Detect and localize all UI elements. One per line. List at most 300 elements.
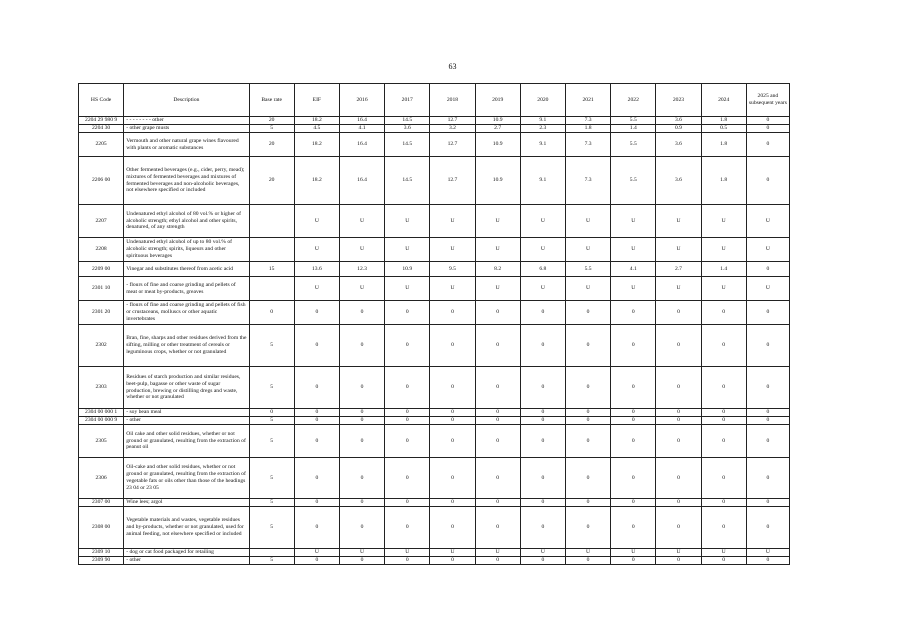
rate-cell	[249, 238, 294, 262]
rate-cell: 0	[611, 557, 656, 565]
rate-cell: U	[611, 549, 656, 557]
hs-code-cell: 2304 00 000 9	[79, 417, 124, 425]
rate-cell: 16.4	[339, 117, 384, 125]
rate-cell: 0	[294, 557, 339, 565]
rate-cell: 0	[385, 507, 430, 549]
table-row	[79, 238, 790, 262]
column-header: 2025 and subsequent years	[746, 84, 789, 117]
rate-cell: 0.5	[701, 125, 746, 133]
rate-cell: 10.9	[475, 117, 520, 125]
column-header: 2024	[701, 84, 746, 117]
rate-cell: 4.1	[339, 125, 384, 133]
rate-cell: 0	[611, 325, 656, 367]
rate-cell: 0	[656, 325, 701, 367]
rate-cell	[249, 549, 294, 557]
rate-cell: U	[746, 238, 789, 262]
rate-cell: 18.2	[294, 117, 339, 125]
rate-cell: 7.3	[565, 133, 610, 157]
rate-cell: 0	[746, 262, 789, 277]
rate-cell: U	[701, 205, 746, 238]
rate-cell: 0	[475, 409, 520, 417]
rate-cell: 10.9	[475, 133, 520, 157]
rate-cell: 0	[746, 458, 789, 499]
rate-cell: U	[385, 238, 430, 262]
rate-cell: 0	[565, 409, 610, 417]
rate-cell: 0	[656, 425, 701, 458]
rate-cell: U	[385, 277, 430, 301]
rate-cell: 0	[611, 507, 656, 549]
rate-cell: 18.2	[294, 133, 339, 157]
rate-cell: 3.6	[656, 117, 701, 125]
rate-cell: 5	[249, 125, 294, 133]
rate-cell: 1.8	[701, 157, 746, 205]
rate-cell: 0	[701, 458, 746, 499]
table-row	[79, 205, 790, 238]
rate-cell: 0	[565, 507, 610, 549]
rate-cell: 12.7	[430, 117, 475, 125]
rate-cell: U	[565, 238, 610, 262]
rate-cell: 0	[746, 557, 789, 565]
rate-cell: U	[701, 549, 746, 557]
table-row	[79, 425, 790, 458]
rate-cell: U	[520, 205, 565, 238]
rate-cell: 0	[656, 499, 701, 507]
rate-cell: 0	[656, 409, 701, 417]
rate-cell: 15	[249, 262, 294, 277]
rate-cell: U	[565, 205, 610, 238]
rate-cell: U	[339, 549, 384, 557]
rate-cell: U	[475, 238, 520, 262]
rate-cell: 0	[339, 557, 384, 565]
table-row	[79, 557, 790, 565]
description-cell: - other grape musts	[124, 125, 249, 133]
rate-cell: 0	[385, 325, 430, 367]
rate-cell: 3.2	[430, 125, 475, 133]
rate-cell: 14.5	[385, 133, 430, 157]
rate-cell: U	[701, 238, 746, 262]
rate-cell: 0	[294, 325, 339, 367]
rate-cell: 13.6	[294, 262, 339, 277]
rate-cell: 0	[475, 417, 520, 425]
rate-cell: U	[746, 549, 789, 557]
description-cell: - other	[124, 417, 249, 425]
column-header: 2019	[475, 84, 520, 117]
rate-cell: 6.8	[520, 262, 565, 277]
rate-cell: 0	[611, 499, 656, 507]
rate-cell: 0	[656, 367, 701, 409]
description-cell: - flours of fine and coarse grinding and pellets of fish or crustaceans, molluscs or other aquatic invertebrates	[124, 301, 249, 325]
column-header: 2023	[656, 84, 701, 117]
rate-cell: 0	[611, 458, 656, 499]
rate-cell: 0	[746, 409, 789, 417]
rate-cell: U	[611, 277, 656, 301]
rate-cell: 0	[430, 417, 475, 425]
tariff-table	[78, 83, 790, 565]
rate-cell: 18.2	[294, 157, 339, 205]
rate-cell: 1.8	[701, 133, 746, 157]
rate-cell: 0	[701, 557, 746, 565]
table-row	[79, 133, 790, 157]
rate-cell: 0	[746, 367, 789, 409]
rate-cell: 0	[565, 499, 610, 507]
rate-cell: U	[294, 549, 339, 557]
rate-cell: 0	[339, 325, 384, 367]
rate-cell: 0	[746, 301, 789, 325]
rate-cell: 0	[294, 417, 339, 425]
rate-cell: 5	[249, 507, 294, 549]
rate-cell: 0	[701, 325, 746, 367]
rate-cell: U	[339, 205, 384, 238]
table-row	[79, 301, 790, 325]
rate-cell: 0	[746, 117, 789, 125]
rate-cell: 0	[249, 409, 294, 417]
table-row	[79, 157, 790, 205]
description-cell: Residues of starch production and similar residues, beet-pulp, bagasse or other waste of sugar production, brewing or distilling dregs and waste, whether or not granulated	[124, 367, 249, 409]
description-cell: Undenatured ethyl alcohol of up to 80 vol.% of alcoholic strength; spirits, liqueurs and other spirituous beverages	[124, 238, 249, 262]
rate-cell: 0	[520, 499, 565, 507]
description-cell: - - - - - - - - other	[124, 117, 249, 125]
description-cell: - flours of fine and coarse grinding and pellets of meat or meat by-products, greaves	[124, 277, 249, 301]
rate-cell: 0	[339, 409, 384, 417]
rate-cell: U	[520, 238, 565, 262]
rate-cell: 0	[746, 499, 789, 507]
rate-cell: 0	[701, 409, 746, 417]
description-cell: - other	[124, 557, 249, 565]
rate-cell: 0	[475, 499, 520, 507]
table-row	[79, 367, 790, 409]
rate-cell: 10.9	[385, 262, 430, 277]
description-cell: Wine lees; argol	[124, 499, 249, 507]
rate-cell: U	[746, 205, 789, 238]
rate-cell: 0	[385, 499, 430, 507]
rate-cell: 0	[339, 507, 384, 549]
rate-cell: 1.4	[701, 262, 746, 277]
hs-code-cell: 2301 20	[79, 301, 124, 325]
rate-cell: 2.7	[656, 262, 701, 277]
rate-cell: 0	[339, 458, 384, 499]
hs-code-cell: 2208	[79, 238, 124, 262]
rate-cell: 0	[385, 557, 430, 565]
description-cell: Oil-cake and other solid residues, whether or not ground or granulated, resulting from the extraction of vegetable fats or oils other than those of the headings 23 04 or 23 05	[124, 458, 249, 499]
hs-code-cell: 2305	[79, 425, 124, 458]
rate-cell: U	[475, 277, 520, 301]
hs-code-cell: 2309 90	[79, 557, 124, 565]
rate-cell: U	[339, 277, 384, 301]
column-header: HS Code	[79, 84, 124, 117]
rate-cell: U	[746, 277, 789, 301]
table-row	[79, 417, 790, 425]
rate-cell: 0	[565, 458, 610, 499]
description-cell: - dog or cat food packaged for retailing	[124, 549, 249, 557]
rate-cell: 14.5	[385, 117, 430, 125]
table-row	[79, 125, 790, 133]
rate-cell: 0	[475, 507, 520, 549]
rate-cell: 1.8	[565, 125, 610, 133]
rate-cell: 5	[249, 557, 294, 565]
rate-cell: U	[385, 549, 430, 557]
rate-cell: 20	[249, 133, 294, 157]
rate-cell: 0	[565, 557, 610, 565]
rate-cell: 3.6	[656, 157, 701, 205]
rate-cell: U	[520, 277, 565, 301]
rate-cell: 0	[294, 367, 339, 409]
rate-cell: 10.9	[475, 157, 520, 205]
rate-cell: 0	[656, 458, 701, 499]
rate-cell: 0	[430, 507, 475, 549]
rate-cell: U	[475, 205, 520, 238]
rate-cell: 0	[475, 325, 520, 367]
column-header: 2018	[430, 84, 475, 117]
rate-cell: 5.5	[565, 262, 610, 277]
rate-cell: 9.1	[520, 133, 565, 157]
rate-cell: 0	[746, 325, 789, 367]
rate-cell: 0	[746, 157, 789, 205]
hs-code-cell: 2301 10	[79, 277, 124, 301]
rate-cell: U	[475, 549, 520, 557]
rate-cell: 5.5	[611, 133, 656, 157]
page-number: 63	[448, 62, 457, 71]
rate-cell: 5	[249, 367, 294, 409]
description-cell: Other fermented beverages (e.g., cider, perry, mead); mixtures of fermented beverages and mixtures of fermented beverages and non-alcoholic beverages, not elsewhere specified or included	[124, 157, 249, 205]
table-row	[79, 409, 790, 417]
rate-cell: 5	[249, 325, 294, 367]
rate-cell: U	[430, 238, 475, 262]
rate-cell: 0	[475, 557, 520, 565]
description-cell: Vermouth and other natural grape wines flavoured with plants or aromatic substances	[124, 133, 249, 157]
rate-cell: 0	[656, 301, 701, 325]
rate-cell: 0	[385, 417, 430, 425]
rate-cell: 0	[520, 507, 565, 549]
rate-cell: 4.1	[611, 262, 656, 277]
rate-cell: 0	[611, 301, 656, 325]
rate-cell: U	[294, 238, 339, 262]
rate-cell: 0	[611, 367, 656, 409]
rate-cell: 9.1	[520, 157, 565, 205]
rate-cell: 1.4	[611, 125, 656, 133]
rate-cell: 0	[385, 458, 430, 499]
rate-cell: 0	[475, 367, 520, 409]
rate-cell: 0	[249, 301, 294, 325]
column-header: Base rate	[249, 84, 294, 117]
rate-cell: 0	[701, 507, 746, 549]
rate-cell: 0	[339, 499, 384, 507]
table-row	[79, 325, 790, 367]
rate-cell: 2.3	[520, 125, 565, 133]
rate-cell: 0	[520, 367, 565, 409]
rate-cell: 0	[339, 417, 384, 425]
rate-cell: 8.2	[475, 262, 520, 277]
rate-cell: U	[430, 549, 475, 557]
rate-cell: 0	[746, 425, 789, 458]
rate-cell: 0	[430, 367, 475, 409]
rate-cell: 0	[701, 417, 746, 425]
description-cell: Undenatured ethyl alcohol of 80 vol.% or higher of alcoholic strength; ethyl alcohol and other spirits, denatured, of any strength	[124, 205, 249, 238]
rate-cell: 20	[249, 117, 294, 125]
hs-code-cell: 2309 10	[79, 549, 124, 557]
rate-cell: U	[385, 205, 430, 238]
rate-cell: 0	[565, 301, 610, 325]
rate-cell: 16.4	[339, 133, 384, 157]
rate-cell: 1.8	[701, 117, 746, 125]
rate-cell: 0	[701, 499, 746, 507]
hs-code-cell: 2303	[79, 367, 124, 409]
rate-cell: 16.4	[339, 157, 384, 205]
rate-cell: 0	[520, 409, 565, 417]
rate-cell: U	[565, 549, 610, 557]
rate-cell: 0	[430, 499, 475, 507]
description-cell: Vegetable materials and wastes, vegetable residues and by-products, whether or not granulated, used for animal feeding, not elsewhere specified or included	[124, 507, 249, 549]
rate-cell: 0	[475, 425, 520, 458]
rate-cell: 12.7	[430, 157, 475, 205]
column-header: Description	[124, 84, 249, 117]
rate-cell: 0	[520, 301, 565, 325]
rate-cell: 0	[430, 425, 475, 458]
rate-cell: 0	[430, 458, 475, 499]
rate-cell: 0	[294, 499, 339, 507]
rate-cell: 9.1	[520, 117, 565, 125]
column-header: 2021	[565, 84, 610, 117]
table-row	[79, 499, 790, 507]
rate-cell: 0	[385, 367, 430, 409]
rate-cell: 0	[430, 301, 475, 325]
rate-cell: 0	[339, 301, 384, 325]
rate-cell: 7.3	[565, 117, 610, 125]
rate-cell	[249, 205, 294, 238]
rate-cell: 0	[746, 133, 789, 157]
rate-cell: 0	[656, 507, 701, 549]
rate-cell: 0	[746, 125, 789, 133]
rate-cell: U	[294, 205, 339, 238]
hs-code-cell: 2204 30	[79, 125, 124, 133]
rate-cell: 0	[520, 425, 565, 458]
hs-code-cell: 2304 00 000 1	[79, 409, 124, 417]
rate-cell: U	[656, 549, 701, 557]
column-header: 2022	[611, 84, 656, 117]
hs-code-cell: 2307 00	[79, 499, 124, 507]
rate-cell: 0	[565, 325, 610, 367]
rate-cell: 7.3	[565, 157, 610, 205]
column-header: EIF	[294, 84, 339, 117]
rate-cell: 0	[701, 425, 746, 458]
rate-cell: 0	[520, 417, 565, 425]
hs-code-cell: 2306	[79, 458, 124, 499]
hs-code-cell: 2206 00	[79, 157, 124, 205]
rate-cell: 0	[294, 409, 339, 417]
rate-cell: 0	[746, 507, 789, 549]
rate-cell: U	[430, 205, 475, 238]
rate-cell: 0	[294, 458, 339, 499]
rate-cell: 20	[249, 157, 294, 205]
table-row	[79, 277, 790, 301]
rate-cell: 5	[249, 417, 294, 425]
rate-cell: 0	[611, 425, 656, 458]
rate-cell: 0	[385, 409, 430, 417]
hs-code-cell: 2207	[79, 205, 124, 238]
table-row	[79, 507, 790, 549]
hs-code-cell: 2209 00	[79, 262, 124, 277]
rate-cell: 3.6	[385, 125, 430, 133]
hs-code-cell: 2205	[79, 133, 124, 157]
rate-cell: 12.7	[430, 133, 475, 157]
rate-cell: 0	[746, 417, 789, 425]
rate-cell: U	[520, 549, 565, 557]
hs-code-cell: 2308 00	[79, 507, 124, 549]
rate-cell: 0	[611, 417, 656, 425]
rate-cell: 0	[430, 557, 475, 565]
rate-cell: 12.3	[339, 262, 384, 277]
rate-cell: U	[656, 238, 701, 262]
rate-cell: 3.6	[656, 133, 701, 157]
rate-cell: 0	[565, 367, 610, 409]
rate-cell: 0	[294, 425, 339, 458]
rate-cell: 5	[249, 499, 294, 507]
rate-cell: U	[656, 277, 701, 301]
rate-cell: 0	[475, 301, 520, 325]
rate-cell: U	[611, 205, 656, 238]
rate-cell: 5	[249, 425, 294, 458]
description-cell: Oil cake and other solid residues, whether or not ground or granulated, resulting from the extraction of peanut oil	[124, 425, 249, 458]
hs-code-cell: 2204 29 980 9	[79, 117, 124, 125]
rate-cell: 0	[339, 367, 384, 409]
column-header: 2016	[339, 84, 384, 117]
rate-cell: U	[611, 238, 656, 262]
rate-cell: 0	[520, 325, 565, 367]
rate-cell: 5.5	[611, 157, 656, 205]
rate-cell: 0	[656, 557, 701, 565]
rate-cell: 0	[385, 301, 430, 325]
rate-cell: 0	[339, 425, 384, 458]
rate-cell: 9.5	[430, 262, 475, 277]
rate-cell: 4.5	[294, 125, 339, 133]
rate-cell: 0	[430, 409, 475, 417]
table-row	[79, 549, 790, 557]
rate-cell: 5.5	[611, 117, 656, 125]
rate-cell: U	[430, 277, 475, 301]
rate-cell: 0	[520, 458, 565, 499]
rate-cell: 0	[385, 425, 430, 458]
description-cell: Bran, fine, sharps and other residues derived from the sifting, milling or other treatment of cereals or leguminous crops, whether or not granulated	[124, 325, 249, 367]
column-header: 2017	[385, 84, 430, 117]
rate-cell: U	[565, 277, 610, 301]
hs-code-cell: 2302	[79, 325, 124, 367]
rate-cell: U	[701, 277, 746, 301]
description-cell: - soy bean meal	[124, 409, 249, 417]
rate-cell: 0	[294, 301, 339, 325]
rate-cell: 2.7	[475, 125, 520, 133]
column-header: 2020	[520, 84, 565, 117]
rate-cell: 0	[611, 409, 656, 417]
rate-cell: 0	[475, 458, 520, 499]
rate-cell: 14.5	[385, 157, 430, 205]
header-row	[79, 84, 790, 117]
rate-cell: U	[294, 277, 339, 301]
rate-cell: U	[339, 238, 384, 262]
rate-cell: 0	[520, 557, 565, 565]
rate-cell: 0	[430, 325, 475, 367]
rate-cell: 0	[565, 425, 610, 458]
rate-cell: 0	[656, 417, 701, 425]
rate-cell: 0	[701, 367, 746, 409]
rate-cell: 0.9	[656, 125, 701, 133]
rate-cell: 0	[294, 507, 339, 549]
rate-cell: U	[656, 205, 701, 238]
rate-cell: 0	[565, 417, 610, 425]
table-row	[79, 458, 790, 499]
rate-cell: 5	[249, 458, 294, 499]
rate-cell	[249, 277, 294, 301]
table-row	[79, 117, 790, 125]
table-row	[79, 262, 790, 277]
